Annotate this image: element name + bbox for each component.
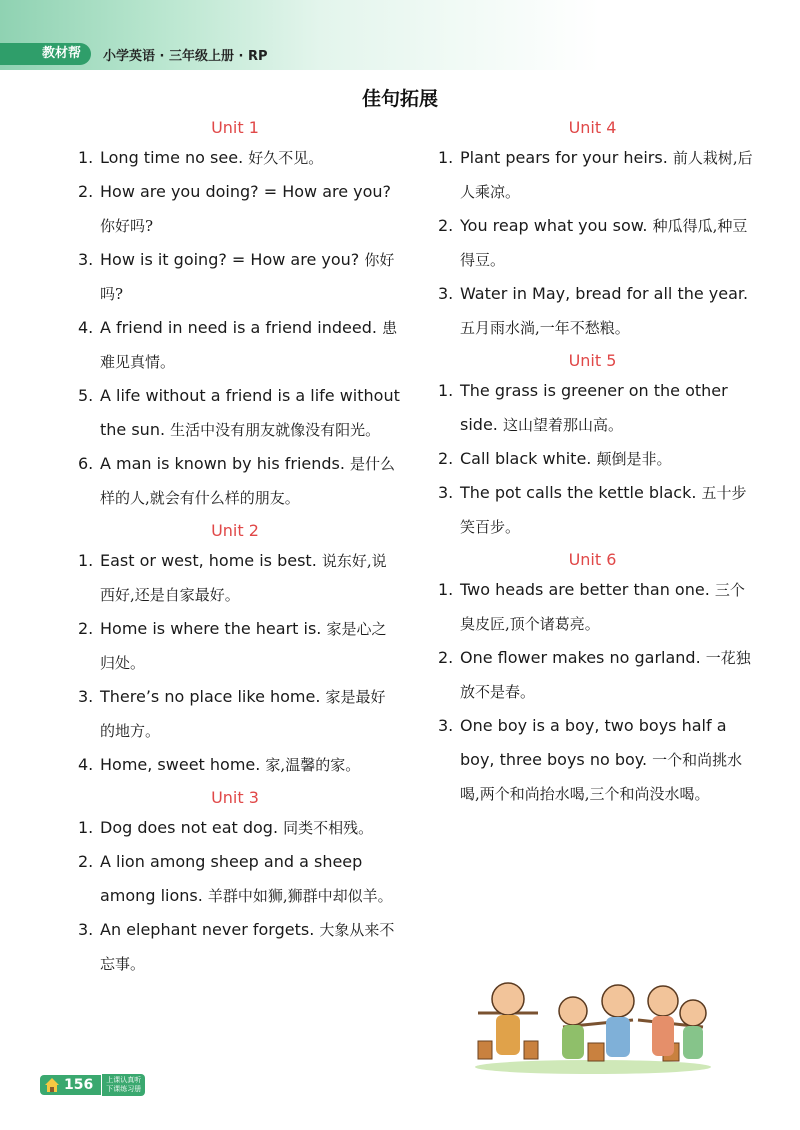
chinese-translation: 三个臭皮匠,顶个诸葛亮。 xyxy=(460,581,745,633)
sentence-item xyxy=(70,845,400,913)
page-number: 156 xyxy=(64,1077,94,1093)
chinese-translation: 前人栽树,后人乘凉。 xyxy=(460,149,753,201)
english-sentence: Water in May, bread for all the year. xyxy=(460,284,749,303)
footer-slogan xyxy=(102,1074,145,1096)
unit-heading: Unit 4 xyxy=(568,118,617,137)
unit-heading: Unit 3 xyxy=(211,788,259,807)
sentence-item xyxy=(430,641,755,709)
chinese-translation: 五月雨水淌,一年不愁粮。 xyxy=(460,319,630,337)
unit-heading: Unit 1 xyxy=(211,118,259,137)
chinese-translation: 这山望着那山高。 xyxy=(502,416,623,434)
item-number: 1. xyxy=(438,381,454,400)
page-title: 佳句拓展 xyxy=(361,88,438,110)
sentence-item xyxy=(70,913,400,981)
item-number: 3. xyxy=(438,284,454,303)
chinese-translation: 同类不相残。 xyxy=(283,819,374,837)
unit-heading: Unit 5 xyxy=(568,351,617,370)
page-number-badge xyxy=(40,1075,101,1095)
sentence-item xyxy=(70,544,400,612)
chinese-translation: 好久不见。 xyxy=(248,149,324,167)
english-sentence: Plant pears for your heirs. xyxy=(460,148,673,167)
item-number: 2. xyxy=(438,648,454,667)
item-number: 2. xyxy=(78,619,94,638)
monks-carrying-water-illustration xyxy=(468,975,718,1075)
sentence-item xyxy=(70,311,400,379)
chinese-translation: 家是心之归处。 xyxy=(100,620,387,672)
item-number: 3. xyxy=(438,716,454,735)
header-bar xyxy=(0,42,800,66)
sentence-item xyxy=(430,476,755,544)
english-sentence: One boy is a boy, two boys half a boy, three boys no boy. xyxy=(460,716,727,769)
item-number: 1. xyxy=(78,551,94,570)
page-footer xyxy=(40,1074,145,1096)
item-number: 3. xyxy=(78,250,94,269)
chinese-translation: 你好吗? xyxy=(100,217,154,235)
chinese-translation: 一花独放不是春。 xyxy=(460,649,751,701)
chinese-translation: 羊群中如狮,狮群中却似羊。 xyxy=(207,887,393,905)
item-number: 1. xyxy=(78,818,94,837)
english-sentence: Long time no see. xyxy=(100,148,249,167)
english-sentence: A man is known by his friends. xyxy=(100,454,351,473)
english-sentence: East or west, home is best. xyxy=(100,551,322,570)
sentence-item xyxy=(430,209,755,277)
sentence-item xyxy=(430,573,755,641)
chinese-translation: 种瓜得瓜,种豆得豆。 xyxy=(460,217,748,269)
sentence-item xyxy=(70,175,400,243)
sentence-item xyxy=(430,709,755,811)
english-sentence: Home is where the heart is. xyxy=(100,619,327,638)
chinese-translation: 家,温馨的家。 xyxy=(265,756,361,774)
english-sentence: The grass is greener on the other side. xyxy=(460,381,728,434)
item-number: 2. xyxy=(78,182,94,201)
english-sentence: You reap what you sow. xyxy=(460,216,653,235)
sentence-item xyxy=(430,141,755,209)
sentence-item xyxy=(70,811,400,845)
chinese-translation: 家是最好的地方。 xyxy=(100,688,386,740)
left-column xyxy=(70,112,400,981)
chinese-translation: 说东好,说西好,还是自家最好。 xyxy=(100,552,387,604)
english-sentence: The pot calls the kettle black. xyxy=(460,483,702,502)
item-number: 1. xyxy=(438,148,454,167)
item-number: 6. xyxy=(78,454,94,473)
chinese-translation: 大象从来不忘事。 xyxy=(100,921,395,973)
sentence-item xyxy=(70,379,400,447)
item-number: 2. xyxy=(438,216,454,235)
item-number: 2. xyxy=(438,449,454,468)
english-sentence: Call black white. xyxy=(460,449,597,468)
slogan-line-2: 下课练习册 xyxy=(106,1085,142,1093)
sentence-item xyxy=(70,612,400,680)
english-sentence: An elephant never forgets. xyxy=(100,920,320,939)
sentence-item xyxy=(430,277,755,345)
english-sentence: How is it going? = How are you? xyxy=(100,250,365,269)
english-sentence: Two heads are better than one. xyxy=(460,580,715,599)
item-number: 3. xyxy=(78,687,94,706)
unit-heading: Unit 2 xyxy=(211,521,259,540)
sentence-item xyxy=(70,447,400,515)
item-number: 4. xyxy=(78,755,94,774)
english-sentence: How are you doing? = How are you? xyxy=(100,182,392,201)
house-icon xyxy=(44,1077,60,1093)
english-sentence: One flower makes no garland. xyxy=(460,648,706,667)
item-number: 5. xyxy=(78,386,94,405)
chinese-translation: 一个和尚挑水喝,两个和尚抬水喝,三个和尚没水喝。 xyxy=(460,751,743,803)
sentence-item xyxy=(430,374,755,442)
sentence-item xyxy=(70,680,400,748)
english-sentence: A life without a friend is a life without the sun. xyxy=(100,386,400,439)
slogan-line-1: 上课认真听 xyxy=(106,1076,142,1084)
chinese-translation: 患难见真情。 xyxy=(100,319,398,371)
sentence-item xyxy=(430,442,755,476)
english-sentence: Dog does not eat dog. xyxy=(100,818,284,837)
right-column xyxy=(430,112,755,811)
english-sentence: A lion among sheep and a sheep among lions. xyxy=(100,852,363,905)
chinese-translation: 五十步笑百步。 xyxy=(460,484,747,536)
item-number: 3. xyxy=(438,483,454,502)
chinese-translation: 颠倒是非。 xyxy=(596,450,672,468)
unit-heading: Unit 6 xyxy=(568,550,617,569)
brand-label: 教材帮 xyxy=(0,43,91,65)
sentence-item xyxy=(70,141,400,175)
english-sentence: Home, sweet home. xyxy=(100,755,266,774)
english-sentence: There’s no place like home. xyxy=(100,687,326,706)
chinese-translation: 是什么样的人,就会有什么样的朋友。 xyxy=(100,455,396,507)
chinese-translation: 生活中没有朋友就像没有阳光。 xyxy=(170,421,381,439)
book-title: 小学英语 · 三年级上册 · RP xyxy=(103,48,268,64)
chinese-translation: 你好吗? xyxy=(100,251,395,303)
item-number: 3. xyxy=(78,920,94,939)
item-number: 1. xyxy=(78,148,94,167)
item-number: 2. xyxy=(78,852,94,871)
english-sentence: A friend in need is a friend indeed. xyxy=(100,318,383,337)
sentence-item xyxy=(70,748,400,782)
item-number: 1. xyxy=(438,580,454,599)
item-number: 4. xyxy=(78,318,94,337)
sentence-item xyxy=(70,243,400,311)
